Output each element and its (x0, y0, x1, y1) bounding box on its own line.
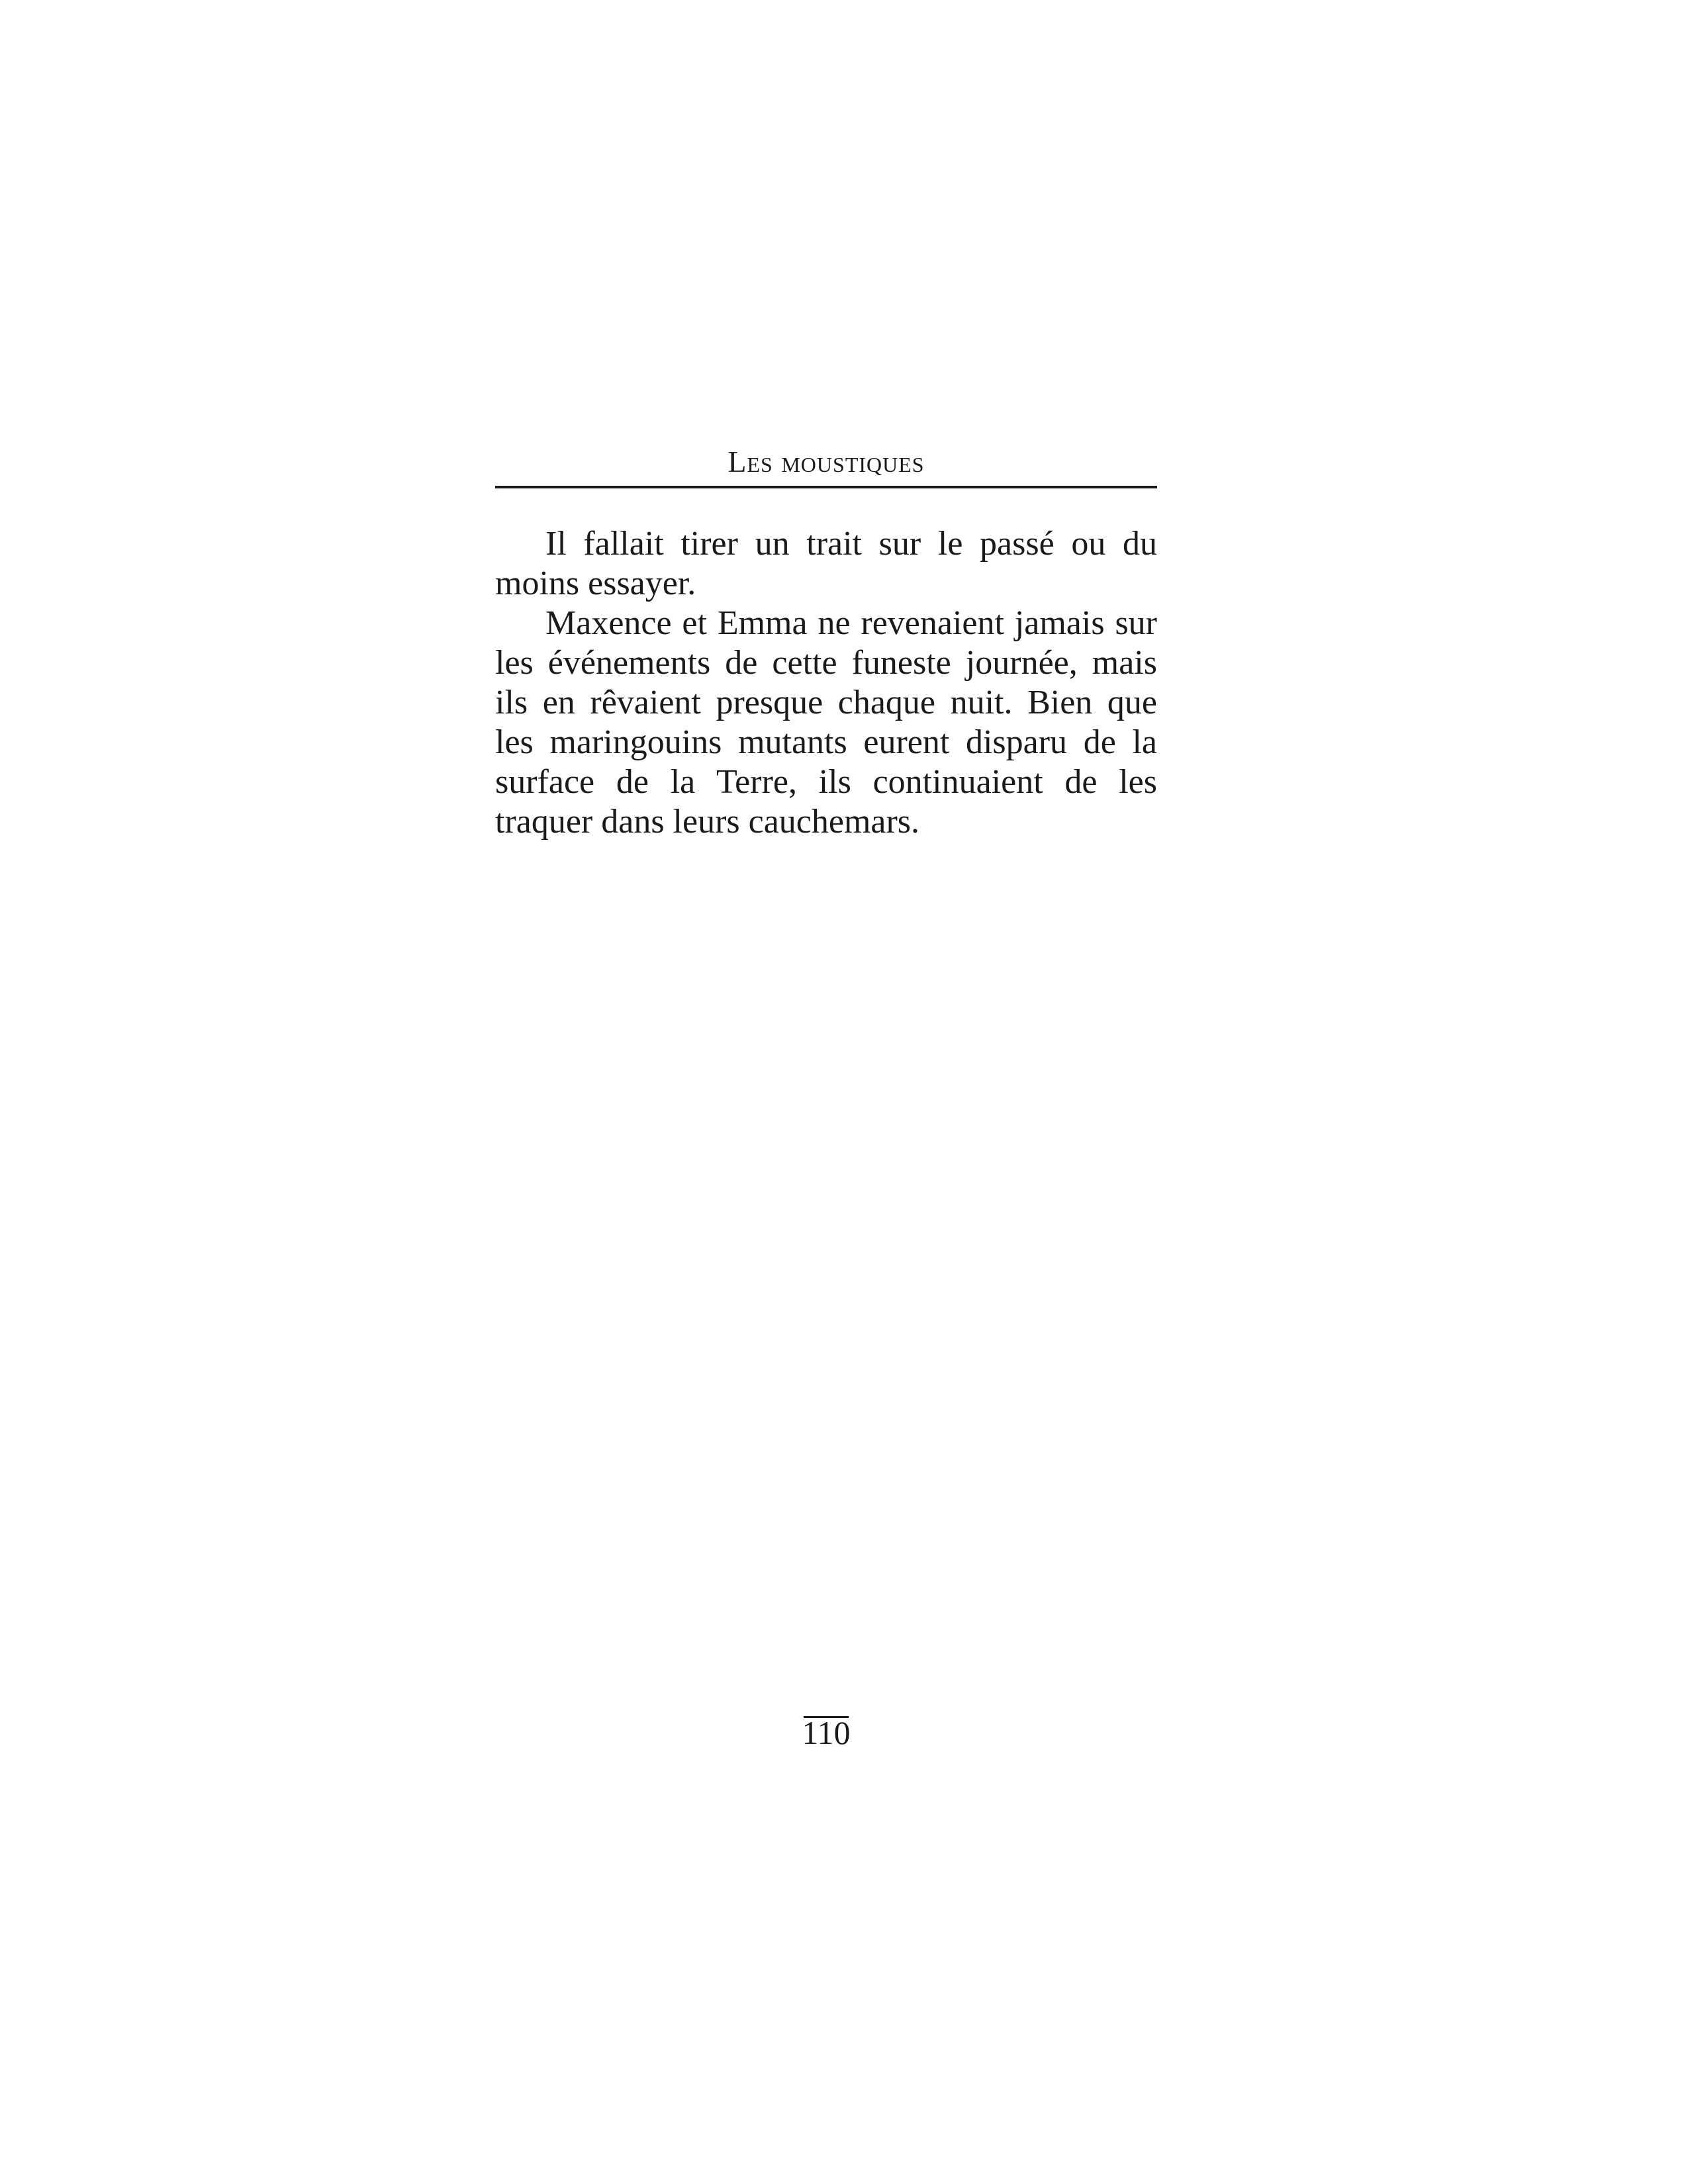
header-rule (495, 486, 1157, 488)
body-text (495, 524, 1157, 842)
page-number: 110 (802, 1714, 851, 1751)
paragraph: Maxence et Emma ne revenaient jamais sur les événements de cette funeste journée, mais ils en rêvaient presque chaque nuit. Bien que les maringouins mutants eurent disparu de la surface de la Terre, ils continuaient de les traquer dans leurs cauchemars. (495, 604, 1157, 841)
running-header: Les moustiques (727, 445, 925, 478)
paragraph: Il fallait tirer un trait sur le passé ou du moins essayer. (495, 525, 1157, 602)
